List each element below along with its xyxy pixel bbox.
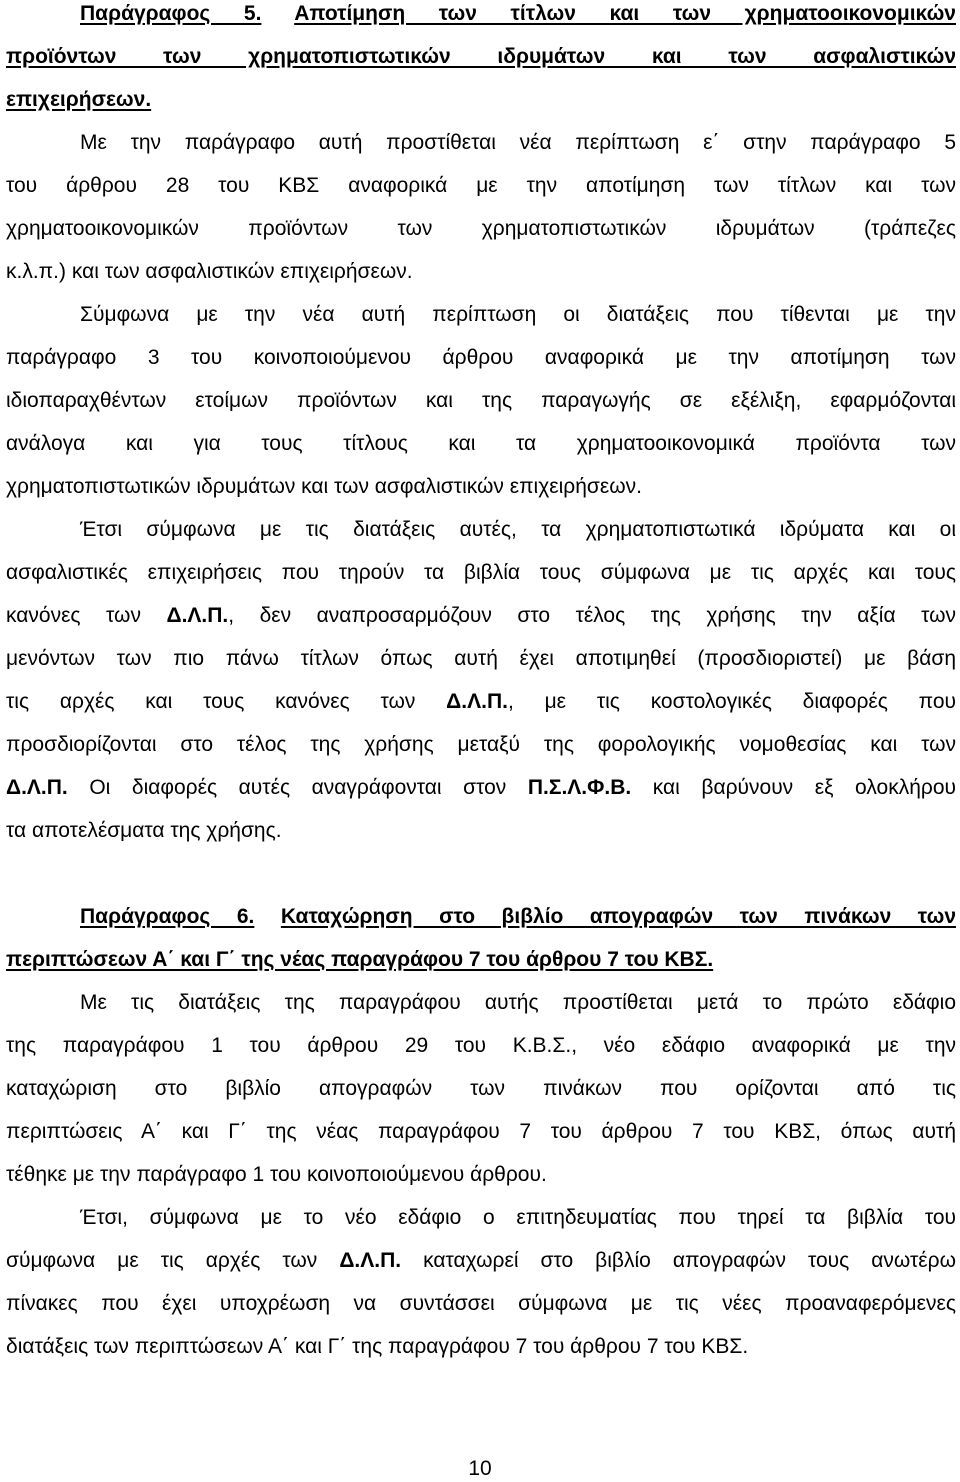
section-6-heading-line-2: περιπτώσεων Α΄ και Γ΄ της νέας παραγράφου 7 του άρθρου 7 του ΚΒΣ. [6,948,714,971]
section-5-heading-line-1 [6,1,956,27]
text-run: Οι διαφορές αυτές αναγράφονται στον [67,776,528,799]
abbr-dlp: Δ.Λ.Π. [6,776,68,799]
abbr-dlp: Δ.Λ.Π. [339,1249,402,1272]
section-5-para-3-line [6,689,956,715]
section-5-para-2-line: ιδιοπαραχθέντων ετοίμων προϊόντων και της παραγωγής σε εξέλιξη, εφαρμόζονται [6,389,956,412]
section-6-heading-line-1 [6,904,956,930]
section-6-heading-title: Καταχώρηση στο βιβλίο απογραφών των πινάκων των [280,905,956,928]
text-run: σύμφωνα με τις αρχές των [6,1249,340,1272]
section-6-para-2-line: διατάξεις των περιπτώσεων Α΄ και Γ΄ της παραγράφου 7 του άρθρου 7 του ΚΒΣ. [6,1335,749,1358]
text-run: , με τις κοστολογικές διαφορές που [507,690,957,713]
section-6-para-1-line: τέθηκε με την παράγραφο 1 του κοινοποιούμενου άρθρου. [6,1163,547,1186]
section-5-para-3-line: Έτσι σύμφωνα με τις διατάξεις αυτές, τα χρηματοπιστωτικά ιδρύματα και οι [80,518,956,541]
section-6-heading-label: Παράγραφος 6. [80,905,255,928]
section-5-para-3-line [6,603,956,629]
section-5-para-3-line: τα αποτελέσματα της χρήσης. [6,819,282,842]
abbr-dlp: Δ.Λ.Π. [446,690,508,713]
section-5-heading-line-3: επιχειρήσεων. [6,88,152,111]
section-6-para-1-line: Με τις διατάξεις της παραγράφου αυτής προστίθεται μετά το πρώτο εδάφιο [80,991,956,1014]
section-6-para-1-line: περιπτώσεις Α΄ και Γ΄ της νέας παραγράφου 7 του άρθρου 7 του ΚΒΣ, όπως αυτή [6,1120,956,1143]
section-6-para-2-line: πίνακες που έχει υποχρέωση να συντάσσει σύμφωνα με τις νέες προαναφερόμενες [6,1292,956,1315]
section-5-heading-label: Παράγραφος 5. [80,2,262,25]
page-number: 10 [468,1457,492,1480]
section-6-para-1-line: καταχώριση στο βιβλίο απογραφών των πινάκων που ορίζονται από τις [6,1077,956,1100]
text-run: και βαρύνουν εξ ολοκλήρου [631,776,956,799]
abbr-pslfv: Π.Σ.Λ.Φ.Β. [527,776,632,799]
text-run: καταχωρεί στο βιβλίο απογραφών τους ανωτέρω [401,1249,957,1272]
text-run: , δεν αναπροσαρμόζουν στο τέλος της χρήσης την αξία των [228,604,956,627]
section-5-heading-line-2: προϊόντων των χρηματοπιστωτικών ιδρυμάτων και των ασφαλιστικών [6,45,956,68]
text-run: κανόνες των [6,604,167,627]
section-5-para-3-line: μενόντων των πιο πάνω τίτλων όπως αυτή έχει αποτιμηθεί (προσδιοριστεί) με βάση [6,647,956,670]
section-5-para-1-line: χρηματοοικονομικών προϊόντων των χρηματοπιστωτικών ιδρυμάτων (τράπεζες [6,217,956,240]
section-5-para-2-line: παράγραφο 3 του κοινοποιούμενου άρθρου αναφορικά με την αποτίμηση των [6,346,956,369]
section-5-para-3-line [6,775,956,801]
section-6-para-1-line: της παραγράφου 1 του άρθρου 29 του Κ.Β.Σ., νέο εδάφιο αναφορικά με την [6,1034,956,1057]
section-5-heading-title: Αποτίμηση των τίτλων και των χρηματοοικονομικών [294,2,956,25]
section-5-para-2-line: ανάλογα και για τους τίτλους και τα χρηματοοικονομικά προϊόντα των [6,432,956,455]
abbr-dlp: Δ.Λ.Π. [166,604,229,627]
section-5-para-3-line: προσδιορίζονται στο τέλος της χρήσης μεταξύ της φορολογικής νομοθεσίας και των [6,733,956,756]
section-5-para-1-line: του άρθρου 28 του ΚΒΣ αναφορικά με την αποτίμηση των τίτλων και των [6,174,956,197]
section-6-para-2-line: Έτσι, σύμφωνα με το νέο εδάφιο ο επιτηδευματίας που τηρεί τα βιβλία του [80,1206,956,1229]
section-6-para-2-line [6,1248,956,1274]
text-run: τις αρχές και τους κανόνες των [6,690,447,713]
section-5-para-1-line: κ.λ.π.) και των ασφαλιστικών επιχειρήσεων. [6,260,413,283]
section-5-para-1-line: Με την παράγραφο αυτή προστίθεται νέα περίπτωση ε΄ στην παράγραφο 5 [80,131,956,154]
section-5-para-2-line: Σύμφωνα με την νέα αυτή περίπτωση οι διατάξεις που τίθενται με την [80,303,956,326]
section-5-para-3-line: ασφαλιστικές επιχειρήσεις που τηρούν τα βιβλία τους σύμφωνα με τις αρχές και τους [6,561,956,584]
section-5-para-2-line: χρηματοπιστωτικών ιδρυμάτων και των ασφαλιστικών επιχειρήσεων. [6,475,642,498]
